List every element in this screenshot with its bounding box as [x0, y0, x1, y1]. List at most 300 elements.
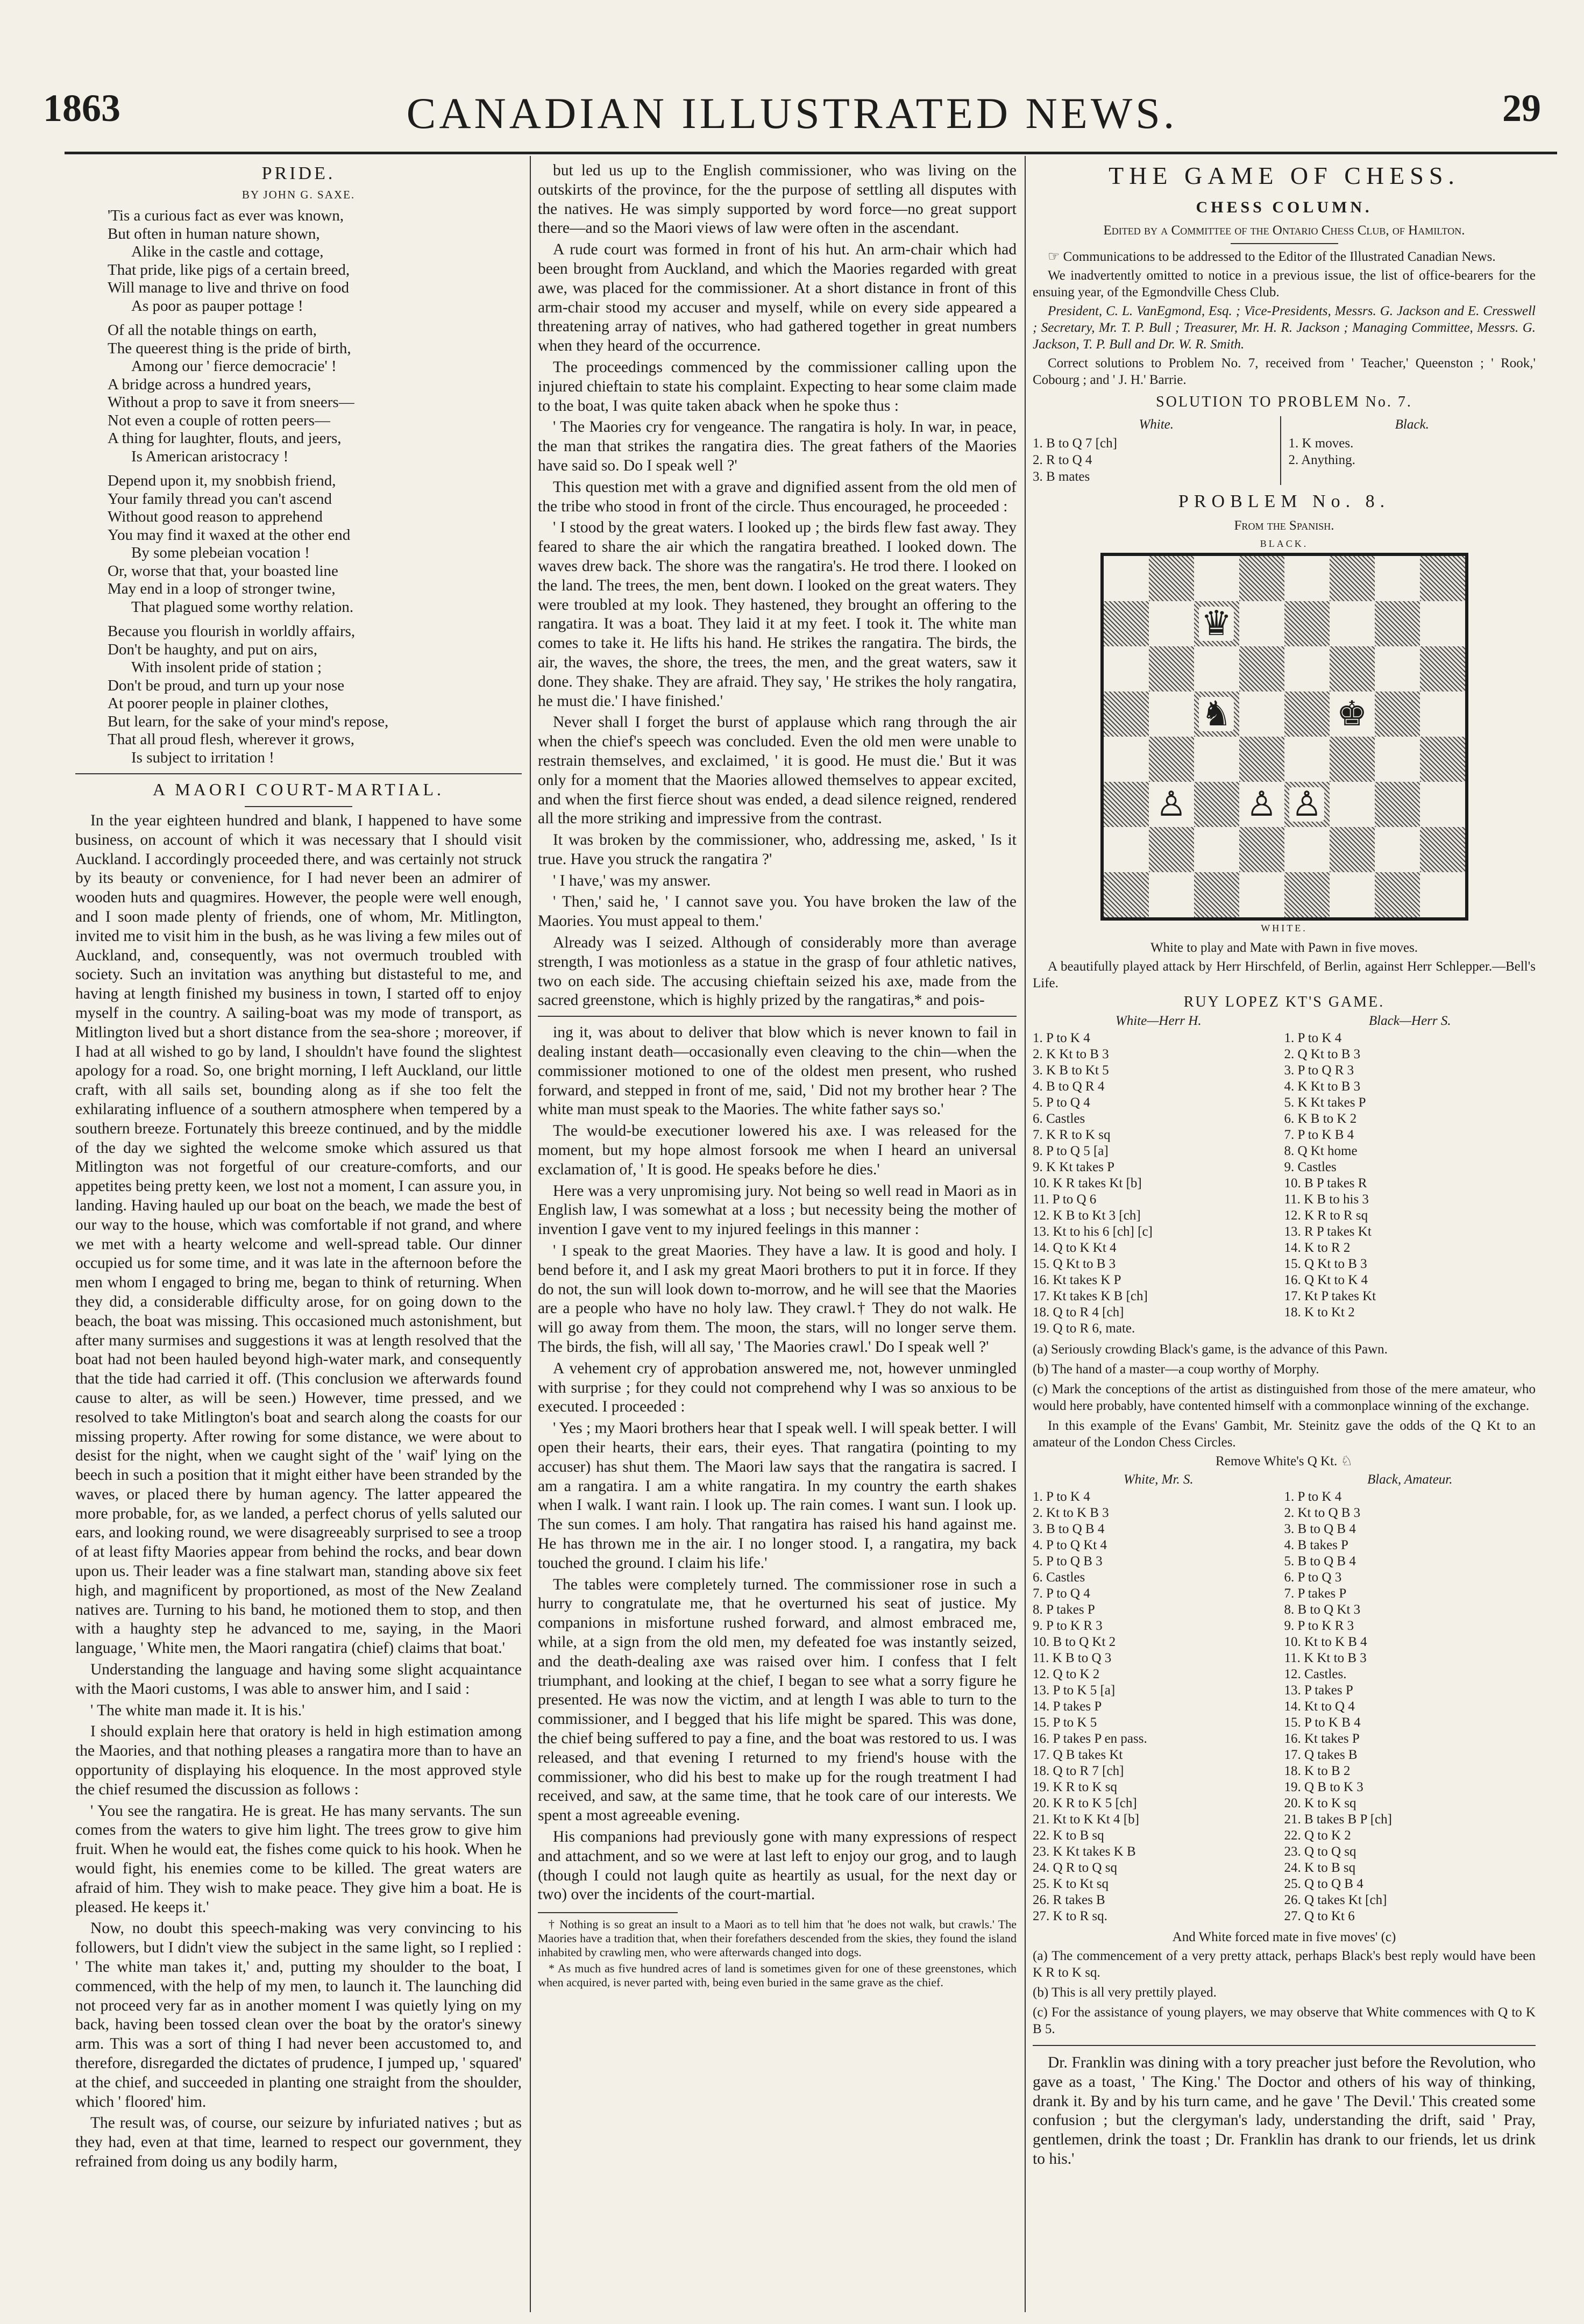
game2-black-label: Black, Amateur.	[1367, 1472, 1453, 1487]
poem-line: Of all the notable things on earth,	[108, 322, 317, 339]
move: 16. Kt takes K P	[1033, 1273, 1121, 1287]
problem-source: From the Spanish.	[1234, 518, 1334, 533]
move: 7. P to K B 4	[1284, 1128, 1354, 1142]
poem-line: A thing for laughter, flouts, and jeers,	[108, 430, 342, 447]
move: 14. Kt to Q 4	[1284, 1699, 1355, 1714]
correct-solutions: Correct solutions to Problem No. 7, received from ' Teacher,' Queenston ; ' Rook,' Cobourg ; and ' J. H.' Barrie.	[1033, 356, 1536, 387]
poem-body	[75, 207, 522, 767]
board-square	[1194, 737, 1239, 782]
board-square	[1284, 737, 1330, 782]
move: 17. Q B takes Kt	[1033, 1748, 1123, 1762]
move: 4. B to Q R 4	[1033, 1079, 1105, 1094]
article-paragraph: ' I speak to the great Maories. They have a law. It is good and holy. I bend before it, and I ask my great Maori brothers to put it in force. If they do not, the sun will look down to-morrow, and he will see that the Maories are a people who have no holy law. They crawl.† They do not walk. He will go away from them. The moon, the stars, will no longer serve them. The birds, the fish, will all say, ' The Maories crawl.' Do I speak well ?'	[538, 1242, 1017, 1356]
board-square	[1239, 556, 1284, 601]
masthead	[27, 81, 1557, 141]
solution-move: 1. B to Q 7 [ch]	[1033, 436, 1117, 451]
move: 9. P to K R 3	[1284, 1619, 1354, 1633]
poem-line: With insolent pride of station ;	[131, 659, 322, 676]
board-square	[1194, 692, 1239, 737]
move: 2. Kt to K B 3	[1033, 1506, 1109, 1520]
solution-white-label: White.	[1139, 417, 1174, 432]
game1-black-moves	[1284, 1030, 1536, 1321]
solution-black	[1280, 416, 1536, 485]
move: 11. K B to his 3	[1284, 1192, 1369, 1207]
move: 23. Q to Q sq	[1284, 1844, 1356, 1859]
chess-piece-icon: ♞	[1199, 697, 1234, 731]
game1-notes	[1033, 1341, 1536, 1414]
chess-piece-icon: ♚	[1334, 697, 1369, 731]
franklin-anecdote: Dr. Franklin was dining with a tory preacher just before the Revolution, who gave as a toast, ' The King.' The Doctor and others of his way of thinking, drank it. By and by his turn came, and he gave ' The Devil.' This created some confusion ; but the clergyman's lady, understanding the drift, said ' Pray, gentlemen, drink the toast ; Dr. Franklin has drank to our friends, let us drink to his.'	[1033, 2054, 1536, 2168]
board-square	[1239, 737, 1284, 782]
move: 1. P to K 4	[1033, 1489, 1090, 1504]
game2-closing: And White forced mate in five moves' (c)	[1172, 1930, 1396, 1944]
poem-line: That all proud flesh, wherever it grows,	[108, 731, 355, 748]
move: 18. Q to R 7 [ch]	[1033, 1764, 1124, 1778]
move: 5. P to Q B 3	[1033, 1554, 1103, 1569]
move: 5. K Kt takes P	[1284, 1095, 1366, 1110]
move: 19. Q B to K 3	[1284, 1780, 1363, 1794]
article-paragraph: Already was I seized. Although of considerably more than average strength, I was motionless as a statue in the grasp of four athletic natives, two on each side. The accusing chieftain seized his axe, made from the sacred greenstone, which is highly prized by the rangatiras,* and pois-	[538, 934, 1017, 1009]
move: 12. Q to K 2	[1033, 1667, 1100, 1681]
move: 27. K to R sq.	[1033, 1909, 1107, 1923]
move: 4. B takes P	[1284, 1538, 1348, 1552]
article-paragraph: A vehement cry of approbation answered me, not, however unmingled with surprise ; for they could not comprehend why I was so anxious to be executed. I proceeded :	[538, 1359, 1017, 1416]
poem-line: Alike in the castle and cottage,	[131, 243, 324, 260]
move: 10. Kt to K B 4	[1284, 1635, 1367, 1649]
game2-black-moves	[1284, 1489, 1536, 1924]
move: 2. K Kt to B 3	[1033, 1047, 1109, 1061]
anecdote-rule	[1033, 2045, 1536, 2046]
board-square	[1104, 737, 1149, 782]
game-note: (a) Seriously crowding Black's game, is the advance of this Pawn.	[1033, 1342, 1388, 1357]
article-paragraph: ing it, was about to deliver that blow which is never known to fail in dealing instant death—occasionally even cleaving to the chin—when the commissioner motioned to one of the oldest men present, who rushed forward, and stepped in front of me, said, ' Did not my brother hear ? The white man must speak to the Maories. The white father says so.'	[538, 1024, 1017, 1118]
board-square	[1149, 872, 1194, 917]
chess-piece-icon: ♙	[1289, 787, 1324, 822]
chess-column-title: CHESS COLUMN.	[1196, 198, 1373, 216]
board-square	[1375, 737, 1420, 782]
poem-byline: BY JOHN G. SAXE.	[241, 188, 356, 201]
footnote: † Nothing is so great an insult to a Maori as to tell him that 'he does not walk, but crawls.' The Maories have a tradition that, when their forefathers descended from the skies, they found the island inhabited by crawling men, who were afterwards changed into dogs.	[538, 1917, 1017, 1959]
move: 7. P to Q 4	[1033, 1586, 1090, 1601]
problem-title: PROBLEM No. 8.	[1178, 491, 1390, 511]
white-side-label: WHITE.	[1261, 923, 1308, 933]
poem-line: Is American aristocracy !	[131, 447, 289, 465]
board-square	[1149, 782, 1194, 827]
poem-line: The queerest thing is the pride of birth,	[108, 339, 351, 357]
game-note: (b) This is all very prettily played.	[1033, 1985, 1217, 2000]
chess-board	[1100, 553, 1468, 921]
move: 14. Q to K Kt 4	[1033, 1241, 1117, 1255]
move: 19. Q to R 6, mate.	[1033, 1321, 1135, 1336]
column-divider-2	[1025, 156, 1026, 2312]
poem-line: Not even a couple of rotten peers—	[108, 411, 330, 429]
game2-white-moves	[1033, 1489, 1284, 1924]
article-body-col1	[75, 811, 522, 2172]
knight-icon: ♘	[1340, 1454, 1353, 1468]
move: 8. P takes P	[1033, 1602, 1095, 1617]
move: 7. P takes P	[1284, 1586, 1347, 1601]
board-square	[1194, 556, 1239, 601]
move: 1. P to K 4	[1284, 1489, 1342, 1504]
section-rule	[75, 773, 522, 774]
move: 8. Q Kt home	[1284, 1144, 1358, 1158]
move: 6. K B to K 2	[1284, 1111, 1357, 1126]
move: 20. K R to K 5 [ch]	[1033, 1796, 1137, 1810]
move: 11. P to Q 6	[1033, 1192, 1097, 1207]
poem-stanza	[108, 322, 522, 466]
board-square	[1284, 692, 1330, 737]
board-square	[1239, 872, 1284, 917]
poem-line: Or, worse that that, your boasted line	[108, 562, 338, 580]
column-1	[75, 161, 522, 2318]
board-square	[1194, 646, 1239, 692]
board-square	[1194, 782, 1239, 827]
move: 13. P to K 5 [a]	[1033, 1683, 1116, 1698]
article-paragraph: The result was, of course, our seizure by infuriated natives ; but as they had, even at that time, learned to respect our government, they refrained from doing us any bodily harm,	[75, 2114, 522, 2170]
poem-line: That pride, like pigs of a certain breed,	[108, 261, 350, 279]
board-square	[1420, 556, 1465, 601]
pointing-hand-icon: ☞	[1048, 249, 1063, 264]
board-square	[1375, 827, 1420, 872]
article-paragraph: It was broken by the commissioner, who, addressing me, asked, ' Is it true. Have you struck the rangatira ?'	[538, 831, 1017, 868]
board-square	[1239, 827, 1284, 872]
article-paragraph: but led us up to the English commissioner, who was living on the outskirts of the province, for the the purpose of settling all disputes with the natives. He was simply supported by word force—no great support there—and so the Maori views of law were often in the ascendant.	[538, 162, 1017, 237]
article-body-col2-top	[538, 161, 1017, 1010]
article-paragraph: ' I have,' was my answer.	[553, 872, 711, 889]
board-square	[1375, 782, 1420, 827]
move: 7. K R to K sq	[1033, 1128, 1111, 1142]
board-square	[1149, 692, 1194, 737]
game1-moves	[1033, 1013, 1536, 1337]
board-square	[1149, 601, 1194, 646]
move: 12. K B to Kt 3 [ch]	[1033, 1208, 1141, 1223]
rule	[1231, 243, 1338, 244]
column-divider-1	[530, 156, 531, 2312]
poem-line: By some plebeian vocation !	[131, 544, 310, 561]
article-body-col2-bottom	[538, 1023, 1017, 1905]
game1-white-moves	[1033, 1030, 1284, 1337]
poem-line: At poorer people in plainer clothes,	[108, 695, 329, 712]
move: 4. K Kt to B 3	[1284, 1079, 1361, 1094]
article-paragraph: ' Then,' said he, ' I cannot save you. You have broken the law of the Maories. You must appeal to them.'	[538, 893, 1017, 930]
board-square	[1330, 827, 1375, 872]
poem-stanza	[108, 623, 522, 767]
move: 3. B to Q B 4	[1284, 1522, 1356, 1536]
board-square	[1420, 737, 1465, 782]
move: 17. Q takes B	[1284, 1748, 1358, 1762]
game2-moves	[1033, 1472, 1536, 1924]
article-paragraph: ' Yes ; my Maori brothers hear that I speak well. I will speak better. I will open their hearts, their ears, their eyes. That rangatira (pointing to my accuser) has shut them. The Maori law says that the rangatira is sacred. I am a rangatira. I am a white rangatira. In my country the earth shakes when I walk. I want rain. I look up. The rain comes. I want sun. I look up. The sun comes. I am holy. That rangatira has raised his hand against me. He has thrown me in the air. I no longer stood. I, a rangatira, my back touched the ground. I claim his life.'	[538, 1420, 1017, 1572]
move: 11. K B to Q 3	[1033, 1651, 1112, 1665]
solution-white-moves	[1033, 435, 1280, 485]
poem-line: Without a prop to save it from sneers—	[108, 394, 354, 411]
move: 1. P to K 4	[1033, 1031, 1090, 1045]
column-3	[1033, 161, 1536, 2318]
article-paragraph: The tables were completely turned. The commissioner rose in such a hurry to congratulate me, that he overturned his seat of justice. My companions in misfortune rushed forward, and almost embraced me, while, at a sign from the old men, my defeated foe was instantly seized, and the death-dealing axe was raised over him. I confess that I felt triumphant, and looking at the chief, I began to see what a sorry figure he presented. He was now the victim, and at length I was able to turn to the commissioner, and I begged that his life might be spared. This was done, the chief being suffered to pay a fine, and the boat was restored to us. I was released, and that evening I returned to my friend's house with the commissioner, who did his best to make up for the rough treatment I had received, and saw, at the same time, that he took care of our interests. We spent a most agreeable evening.	[538, 1576, 1017, 1824]
move: 26. Q takes Kt [ch]	[1284, 1893, 1387, 1907]
game-note: (a) The commencement of a very pretty attack, perhaps Black's best reply would have been K R to K sq.	[1033, 1949, 1536, 1980]
poem-line: But learn, for the sake of your mind's repose,	[108, 712, 389, 730]
article-paragraph: The proceedings commenced by the commissioner calling upon the injured chieftain to state his complaint. Expecting to hear some claim made to the boat, I was quite taken aback when he spoke thus :	[538, 358, 1017, 415]
move: 16. Q Kt to K 4	[1284, 1273, 1368, 1287]
attack-intro: A beautifully played attack by Herr Hirschfeld, of Berlin, against Herr Schlepper.—Bell's Life.	[1033, 959, 1536, 990]
game2-remove: Remove White's Q Kt. ♘	[1216, 1454, 1353, 1468]
board-square	[1375, 601, 1420, 646]
board-square	[1375, 692, 1420, 737]
move: 20. K to K sq	[1284, 1796, 1356, 1810]
move: 12. K R to R sq	[1284, 1208, 1368, 1223]
solution-black-moves	[1289, 435, 1536, 468]
board-square	[1330, 782, 1375, 827]
board-square	[1375, 872, 1420, 917]
move: 14. K to R 2	[1284, 1241, 1351, 1255]
move: 11. K Kt to B 3	[1284, 1651, 1367, 1665]
board-square	[1330, 737, 1375, 782]
move: 18. K to Kt 2	[1284, 1305, 1355, 1320]
solution-move: 2. R to Q 4	[1033, 453, 1092, 467]
newspaper-title: CANADIAN ILLUSTRATED NEWS.	[406, 89, 1178, 138]
move: 23. K Kt takes K B	[1033, 1844, 1136, 1859]
move: 4. P to Q Kt 4	[1033, 1538, 1107, 1552]
move: 3. B to Q B 4	[1033, 1522, 1105, 1536]
move: 17. Kt takes K B [ch]	[1033, 1289, 1148, 1303]
board-square	[1194, 601, 1239, 646]
article-paragraph: This question met with a grave and dignified assent from the old men of the tribe who stood in front of the circle. Thus encouraged, he proceeded :	[538, 478, 1017, 515]
move: 10. K R takes Kt [b]	[1033, 1176, 1142, 1190]
poem-line: You may find it waxed at the other end	[108, 526, 351, 544]
board-square	[1420, 872, 1465, 917]
board-square	[1284, 827, 1330, 872]
board-square	[1420, 782, 1465, 827]
column-2	[538, 161, 1017, 2318]
board-square	[1330, 646, 1375, 692]
solution-move: 3. B mates	[1033, 469, 1090, 484]
solution-black-label: Black.	[1395, 417, 1429, 432]
poem-line: But often in human nature shown,	[108, 225, 320, 243]
footnote-rule	[538, 1912, 678, 1913]
article-paragraph: I should explain here that oratory is held in high estimation among the Maories, and that nothing pleases a rangatira more than to have an opportunity of displaying his eloquence. In the most approved style the chief resumed the discussion as follows :	[75, 1723, 522, 1798]
move: 3. K B to Kt 5	[1033, 1063, 1109, 1078]
move: 6. Castles	[1033, 1570, 1085, 1585]
board-square	[1239, 692, 1284, 737]
poem-line: As poor as pauper pottage !	[131, 297, 303, 315]
article-paragraph: ' The white man made it. It is his.'	[90, 1701, 305, 1719]
poem-line: May end in a loop of stronger twine,	[108, 580, 336, 597]
officers-list: President, C. L. VanEgmond, Esq. ; Vice-Presidents, Messrs. G. Jackson and E. Cresswell ; Secretary, Mr. T. P. Bull ; Treasurer, Mr. H. R. Jackson ; Managing Committee, Messrs. G. Jackson, T. P. Bull and Dr. W. R. Smith.	[1033, 304, 1536, 352]
article-paragraph: The would-be executioner lowered his axe. I was released for the moment, but my hope almost forsook me when I heard an universal exclamation of, ' It is good. He speaks before he dies.'	[538, 1122, 1017, 1178]
move: 16. Kt takes P	[1284, 1731, 1360, 1746]
chess-piece-icon: ♙	[1244, 787, 1279, 822]
board-square	[1284, 601, 1330, 646]
column-break-rule	[538, 1016, 1017, 1017]
board-square	[1420, 601, 1465, 646]
move: 9. K Kt takes P	[1033, 1160, 1115, 1174]
poem-line: A bridge across a hundred years,	[108, 375, 311, 393]
board-square	[1375, 556, 1420, 601]
board-square	[1149, 556, 1194, 601]
move: 6. P to Q 3	[1284, 1570, 1342, 1585]
article-paragraph: Here was a very unpromising jury. Not being so well read in Maori as in English law, I was somewhat at a loss ; but necessity being the mother of invention I gave vent to my injured feelings in this manner :	[538, 1182, 1017, 1238]
board-square	[1149, 646, 1194, 692]
board-square	[1284, 556, 1330, 601]
game2-notes	[1033, 1948, 1536, 2037]
poem-line: Will manage to live and thrive on food	[108, 279, 350, 296]
solution-white	[1033, 416, 1280, 485]
poem-line: 'Tis a curious fact as ever was known,	[108, 207, 344, 224]
game1-title: RUY LOPEZ KT'S GAME.	[1183, 994, 1385, 1010]
move: 10. B P takes R	[1284, 1176, 1367, 1190]
board-square	[1149, 737, 1194, 782]
board-square	[1330, 872, 1375, 917]
solution-title: SOLUTION TO PROBLEM No. 7.	[1156, 394, 1412, 410]
solution-table	[1033, 416, 1536, 485]
move: 26. R takes B	[1033, 1893, 1105, 1907]
article-paragraph: Never shall I forget the burst of applause which rang through the air when the chief's speech was concluded. Even the old men were unable to restrain themselves, and exclaimed, ' it is good. He must die.' But it was only for a moment that the Maories allowed themselves to appear excited, and when the first fierce shout was ended, a dead silence reigned, rendered all the more striking and impressive from the contrast.	[538, 714, 1017, 828]
chess-editor-line: Edited by a Committee of the Ontario Chess Club, of Hamilton.	[1103, 223, 1465, 238]
board-square	[1104, 601, 1149, 646]
problem-caption: White to play and Mate with Pawn in five moves.	[1150, 940, 1418, 955]
move: 18. K to B 2	[1284, 1764, 1351, 1778]
move: 3. P to Q R 3	[1284, 1063, 1354, 1078]
page-number: 29	[1502, 87, 1541, 130]
article-paragraph: ' You see the rangatira. He is great. He has many servants. The sun comes from the waters to give him light. The trees grow to give him fruit. When he would eat, the fishes come quick to his hook. When he would fight, his enemies come to be killed. The great waters are afraid of him. They wish to make peace. They give him a boat. He is pleased. He keeps it.'	[75, 1802, 522, 1916]
poem-line: Is subject to irritation !	[131, 748, 274, 766]
move: 15. Q Kt to B 3	[1033, 1257, 1116, 1271]
move: 27. Q to Kt 6	[1284, 1909, 1355, 1923]
article-title: A MAORI COURT-MARTIAL.	[152, 780, 445, 799]
poem-line: Don't be proud, and turn up your nose	[108, 676, 345, 694]
move: 18. Q to R 4 [ch]	[1033, 1305, 1124, 1320]
game2-white-label: White, Mr. S.	[1123, 1472, 1194, 1487]
move: 19. K R to K sq	[1033, 1780, 1117, 1794]
poem-stanza	[108, 472, 522, 616]
board-square	[1194, 827, 1239, 872]
move: 2. Kt to Q B 3	[1284, 1506, 1361, 1520]
board-square	[1104, 646, 1149, 692]
board-square	[1239, 646, 1284, 692]
move: 9. Castles	[1284, 1160, 1337, 1174]
move: 15. P to K 5	[1033, 1715, 1097, 1730]
board-square	[1330, 692, 1375, 737]
move: 1. P to K 4	[1284, 1031, 1342, 1045]
chess-title: THE GAME OF CHESS.	[1109, 162, 1460, 189]
article-paragraph: ' The Maories cry for vengeance. The rangatira is holy. In war, in peace, the man that strikes the rangatira dies. The great fathers of the Maories have said so. Do I speak well ?'	[538, 418, 1017, 474]
move: 25. Q to Q B 4	[1284, 1877, 1363, 1891]
move: 14. P takes P	[1033, 1699, 1102, 1714]
move: 13. Kt to his 6 [ch] [c]	[1033, 1224, 1153, 1239]
move: 21. Kt to K Kt 4 [b]	[1033, 1812, 1139, 1827]
chess-piece-icon: ♛	[1199, 607, 1234, 641]
move: 17. Kt P takes Kt	[1284, 1289, 1376, 1303]
board-square	[1284, 872, 1330, 917]
footnotes	[538, 1917, 1017, 1990]
poem-line: Because you flourish in worldly affairs,	[108, 623, 356, 640]
poem-line: Depend upon it, my snobbish friend,	[108, 472, 336, 489]
board-square	[1149, 827, 1194, 872]
game-note: (c) For the assistance of young players, we may observe that White commences with Q to K B 5.	[1033, 2005, 1536, 2036]
communications-note: ☞ Communications to be addressed to the Editor of the Illustrated Canadian News.	[1048, 249, 1496, 264]
move: 21. B takes B P [ch]	[1284, 1812, 1392, 1827]
board-square	[1420, 692, 1465, 737]
poem-line: Among our ' fierce democracie' !	[131, 358, 337, 375]
solution-move: 1. K moves.	[1288, 436, 1354, 451]
move: 22. Q to K 2	[1284, 1828, 1351, 1843]
article-paragraph: His companions had previously gone with many expressions of respect and attachment, and so we were at last left to enjoy our grog, and to laugh (though I could not laugh quite as heartily as usual, for the next day or two) over the incidents of the court-martial.	[538, 1828, 1017, 1904]
board-square	[1284, 782, 1330, 827]
board-square	[1104, 556, 1149, 601]
board-square	[1330, 601, 1375, 646]
solution-move: 2. Anything.	[1288, 453, 1355, 467]
game-note: (b) The hand of a master—a coup worthy of Morphy.	[1033, 1362, 1319, 1377]
board-square	[1330, 556, 1375, 601]
board-square	[1420, 827, 1465, 872]
move: 15. Q Kt to B 3	[1284, 1257, 1367, 1271]
title-rule	[245, 806, 352, 807]
move: 12. Castles.	[1284, 1667, 1347, 1681]
game2-intro: In this example of the Evans' Gambit, Mr. Steinitz gave the odds of the Q Kt to an amateur of the London Chess Circles.	[1033, 1418, 1536, 1450]
move: 24. K to B sq	[1284, 1860, 1356, 1875]
chess-piece-icon: ♙	[1154, 787, 1189, 822]
board-square	[1284, 646, 1330, 692]
board-square	[1420, 646, 1465, 692]
game1-white-label: White—Herr H.	[1115, 1014, 1202, 1028]
move: 10. B to Q Kt 2	[1033, 1635, 1116, 1649]
poem-line: Your family thread you can't ascend	[108, 490, 332, 508]
poem-line: Don't be haughty, and put on airs,	[108, 640, 317, 658]
article-paragraph: A rude court was formed in front of his hut. An arm-chair which had been brought from Auckland, and which the Maories regarded with great awe, was placed for the commissioner. At a short distance in front of this arm-chair stood my accuser and myself, while on every side appeared a threatening array of natives, who had gathered together in great numbers when they heard of the occurrence.	[538, 241, 1017, 355]
black-side-label: BLACK.	[1260, 538, 1309, 549]
board-square	[1104, 692, 1149, 737]
officers-note: We inadvertently omitted to notice in a previous issue, the list of office-bearers for the ensuing year, of the Egmondville Chess Club.	[1033, 268, 1536, 300]
board-square	[1239, 782, 1284, 827]
move: 6. Castles	[1033, 1111, 1085, 1126]
move: 8. P to Q 5 [a]	[1033, 1144, 1109, 1158]
move: 8. B to Q Kt 3	[1284, 1602, 1361, 1617]
move: 13. P takes P	[1284, 1683, 1353, 1698]
poem-stanza	[108, 207, 522, 315]
article-paragraph: Understanding the language and having some slight acquaintance with the Maori customs, I was able to answer him, and I said :	[75, 1661, 522, 1698]
article-paragraph: ' I stood by the great waters. I looked up ; the birds flew fast away. They feared to share the air which the rangatira breathed. I looked down. The waves drew back. The shore was the rangatira's. He trod there. I looked on the land. The trees, the men, bent down. I looked on the great waters. They were troubled at my look. They hastened, they brought an offering to the rangatira. It was a boat. They laid it at my feet. I took it. The white man comes to take it. He lifts his hand. He strikes the rangatira. The birds, the air, the waves, the shore, the trees, the men, and the great waters, saw it done. They shake. They are afraid. They say, ' He strikes the holy rangatira, he must die.' I have finished.'	[538, 519, 1017, 710]
footnote: * As much as five hundred acres of land is sometimes given for one of these greenstones, which when acquired, is never parted with, being even buried in the same grave as the chief.	[538, 1962, 1017, 1990]
article-paragraph: Now, no doubt this speech-making was very convincing to his followers, but I didn't view the subject in the same light, so I replied : ' The white man takes it,' and, putting my shoulder to the boat, I commenced, with the help of my men, to launch it. The launching did not proceed very far as in another moment I was quietly lying on my back, having been tossed clean over the boat by the orator's sinewy arm. This was a sort of thing I had never been accustomed to, and therefore, disregarded the dictates of prudence, I jumped up, ' squared' at the chief, and succeeded in planting one straight from the shoulder, which ' floored' him.	[75, 1920, 522, 2111]
board-square	[1375, 646, 1420, 692]
board-square	[1194, 872, 1239, 917]
move: 25. K to Kt sq	[1033, 1877, 1109, 1891]
move: 9. P to K R 3	[1033, 1619, 1103, 1633]
issue-year: 1863	[43, 87, 120, 130]
move: 15. P to K B 4	[1284, 1715, 1361, 1730]
move: 2. Q Kt to B 3	[1284, 1047, 1361, 1061]
header-rule	[65, 152, 1557, 154]
poem-line: That plagued some worthy relation.	[131, 598, 354, 616]
game-note: (c) Mark the conceptions of the artist as distinguished from those of the mere amateur, who would here probably, have contented himself with a commonplace winning of the exchange.	[1033, 1382, 1536, 1413]
poem-line: Without good reason to apprehend	[108, 508, 323, 525]
move: 24. Q R to Q sq	[1033, 1860, 1117, 1875]
article-paragraph: In the year eighteen hundred and blank, I happened to have some business, on account of which it was necessary that I should visit Auckland. I accordingly proceeded there, and was certainly not struck by its beauty or convenience, for I had never been an admirer of wooden huts and quagmires. However, the people were well enough, and I soon made plenty of friends, one of whom, Mr. Mitlington, invited me to visit him in the bush, as he was living a few miles out of Auckland, and, consequently, was not overmuch troubled with society. Such an invitation was anything but distasteful to me, and having at length finished my business in town, I started off to enjoy myself in the country. A sailing-boat was my mode of transport, as Mitlington lived but a short distance from the sea-shore ; moreover, if I had at all wished to go by land, I shouldn't have found the slightest apology for a road. So, one bright morning, I left Auckland, our little craft, with all sails set, bounding along as if she too felt the exhilarating influence of a southern atmosphere when tempered by a southern breeze. Fortunately this breeze continued, and by the middle of the day we sighted the welcome smoke which assured us that Mitlington was not forgetful of our creature-comforts, and our appetites being pretty keen, we lost not a moment, I can assure you, in landing. Having hauled up our boat on the beach, we made the best of our way to the house, which was comfortable if not grand, and where we met with a hearty welcome and well-spread table. Our dinner occupied us for some time, and it was late in the afternoon before the men whom I engaged to bring me, began to think of returning. When they did, a considerable difficulty arose, for on going down to the beach, the boat was missing. This occasioned much astonishment, but after many surmises and suggestions it was at length resolved that the boat had not been hauled beyond high-water mark, and consequently that the tide had carried it off. (This conclusion we afterwards found cause to alter, as will be seen.) However, time pressed, and we resolved to take Mitlington's boat and search along the coasts for our missing property. After rowing for some distance, we were about to desist for the night, when we caught sight of the ' waif' lying on the beech in such a position that it might either have been stranded by the waves, or placed there by human agency. The latter appeared the more probable, for, as we landed, a perfect chorus of yells saluted our ears, and looking round, we were disagreeably surprised to see a troop of at least fifty Maories appear from behind the rocks, and bear down upon us. Their leader was a fine stalwart man, standing above six feet high, and magnificent by proportioned, as most of the New Zealand natives are. Turning to his band, he motioned them to stop, and then with a haughty step he advanced to me, saying, in the Maori language, ' White men, the Maori rangatira (chief) claims that boat.'	[75, 812, 522, 1657]
move: 5. P to Q 4	[1033, 1095, 1090, 1110]
move: 13. R P takes Kt	[1284, 1224, 1372, 1239]
move: 16. P takes P en pass.	[1033, 1731, 1147, 1746]
move: 22. K to B sq	[1033, 1828, 1104, 1843]
board-square	[1104, 872, 1149, 917]
board-square	[1104, 827, 1149, 872]
game1-black-label: Black—Herr S.	[1368, 1014, 1451, 1028]
chess-problem-diagram	[1096, 538, 1473, 934]
move: 5. B to Q B 4	[1284, 1554, 1356, 1569]
board-square	[1239, 601, 1284, 646]
poem-title: PRIDE.	[261, 163, 336, 183]
board-square	[1104, 782, 1149, 827]
